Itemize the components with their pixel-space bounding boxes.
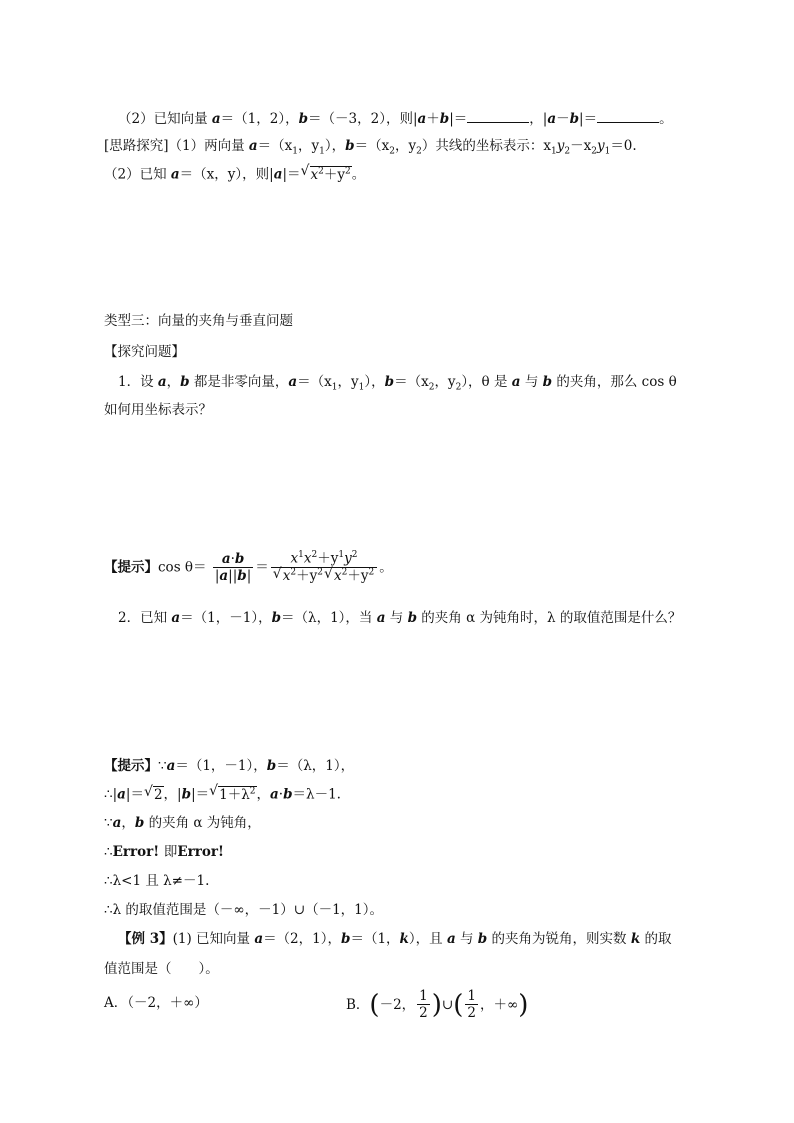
answer-blank-2 bbox=[597, 110, 659, 123]
fraction-coordinate-form: $x^1x^2+y^1y^2$ √ $x^2+y^2$ √ $x^2+y^2$ bbox=[271, 550, 377, 586]
explore-questions-label: 【探究问题】 bbox=[104, 344, 185, 360]
fraction-dot-over-norms: $\frac{a\cdot b}{|a||b|}$ bbox=[214, 550, 252, 584]
question-2: 2．已知 a＝（1，－1），b＝（λ，1），当 a 与 b 的夹角 α 为钝角时，λ 的取值范围是什么？ bbox=[118, 610, 682, 626]
hint-2-line1: 【提示】∵a＝（1，－1），b＝（λ，1）， bbox=[104, 758, 355, 774]
question-1-line1: 1．设 a，b 都是非零向量，$a=(x_1$，$y_1$），$b=(x_2$，$y_2$），θ 是 a 与 b 的夹角，那么 cos θ bbox=[118, 374, 677, 393]
option-a: A．（－2，＋∞） bbox=[104, 995, 208, 1011]
example-3-line2: 值范围是（ ）。 bbox=[104, 961, 219, 977]
section-heading-type3: 类型三：向量的夹角与垂直问题 bbox=[104, 313, 293, 329]
line-part2-question: （2）已知向量 a＝（1，2），b＝（－3，2），则|a＋b|＝ ，|a－b|＝ 。 bbox=[118, 111, 673, 127]
line-thinking-explore: [思路探究]（1）两向量 $a=(x_1$，$y_1$），$b=(x_2$，$y_2$）共线的坐标表示：$x_1y_2-x_2y_1=0$. bbox=[104, 138, 637, 157]
hint-2-line5: ∴λ<1 且 λ≠－1. bbox=[104, 873, 210, 889]
hint-2-line2: ∴|a|＝ √ 2，|b|＝ √ $1+\lambda^2$，a·b＝λ－1. bbox=[104, 783, 341, 803]
hint-2-line6: ∴λ 的取值范围是（－∞，－1）∪（－1，1）。 bbox=[104, 902, 384, 918]
line-magnitude-formula: （2）已知 a＝（x，y），则|a|＝ √ $x^2+y^2$。 bbox=[104, 163, 366, 183]
hint-1-cos-formula: 【提示】cos θ＝ $\frac{a\cdot b}{|a||b|}$ ＝ $x^1x^2+y^1y^2$ √ $x^2+y^2$ √ $x^2+y^2$ 。 bbox=[104, 550, 393, 585]
answer-blank-1 bbox=[467, 110, 529, 123]
hint-2-line3: ∵a，b 的夹角 α 为钝角， bbox=[104, 815, 261, 831]
example-3-line1: 【例 3】(1) 已知向量 a＝（2，1），b＝（1，k），且 a 与 b 的夹角为锐角，则实数 k 的取 bbox=[118, 931, 672, 947]
hint-2-line4: ∴Error! 即Error! bbox=[104, 844, 224, 860]
question-1-line2: 如何用坐标表示？ bbox=[104, 402, 212, 418]
option-b: B．(－2， $\frac{1}{2}$ )∪( $\frac{1}{2}$ ，＋∞) bbox=[346, 988, 529, 1022]
sqrt-expression: √ $x^2+y^2$ bbox=[300, 163, 351, 183]
